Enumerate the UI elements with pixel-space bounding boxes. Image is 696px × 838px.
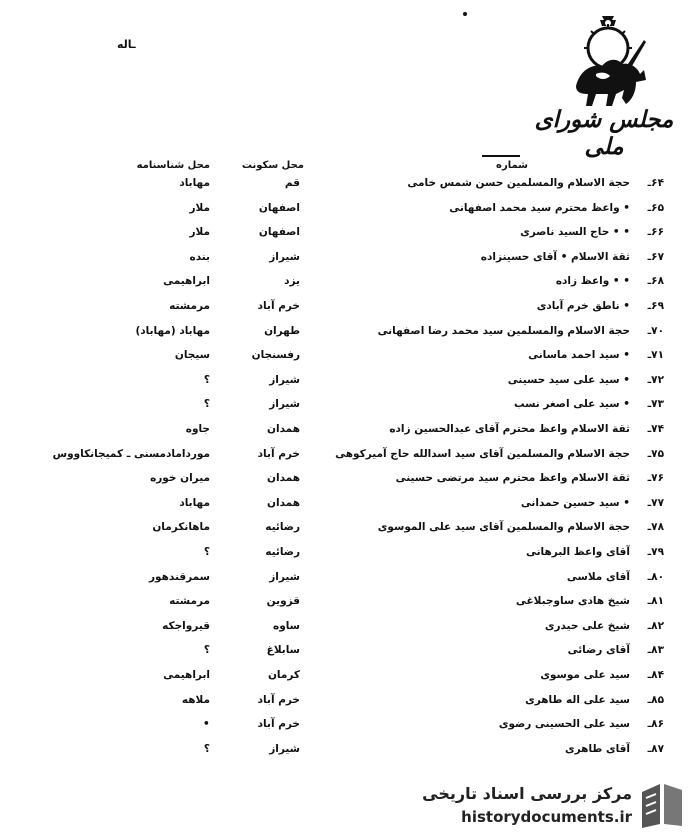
table-row [0,469,696,489]
person-name: شیخ علی حیدری [544,619,630,632]
person-name: • • واعظ زاده [555,275,630,288]
archive-title: مرکز بررسی اسناد تاریخی [422,784,632,803]
residence-column-header: محل سکونت [241,160,304,171]
birthplace-cell: • [202,718,210,731]
residence-cell: خرم آباد [257,447,300,460]
residence-cell: خرم آباد [257,300,300,312]
row-number: ۶۴ـ [647,177,664,189]
table-row [0,445,696,465]
table-row [0,715,696,735]
person-name: شیخ هادی ساوجبلاغی [515,595,630,608]
residence-cell: یزد [284,275,300,288]
row-number: ۸۳ـ [647,644,664,657]
residence-cell: ساوه [273,619,300,632]
person-name: سید علی موسوی [540,669,630,681]
table-row [0,420,696,440]
lion-and-sun-emblem-icon [566,14,650,114]
row-number: ۶۷ـ [647,250,664,263]
residence-cell: رضائیه [265,521,300,534]
birthplace-cell: ؟ [203,546,210,558]
table-row [0,272,696,292]
birthplace-cell: قیرواجکه [162,619,210,632]
person-name: آقای طاهری [565,742,630,755]
residence-cell: شیراز [269,373,300,386]
table-row [0,592,696,612]
row-number: ۷۲ـ [647,373,664,386]
residence-cell: شیراز [269,570,300,583]
person-name: • • حاج السید ناصری [520,226,630,239]
birthplace-cell: ملار [189,226,210,239]
residence-cell: اصفهان [258,201,300,214]
residence-cell: رفسنجان [251,349,300,362]
table-row [0,322,696,342]
birthplace-column-header: محل شناسنامه [136,160,210,171]
residence-cell: سابلاغ [266,644,300,657]
table-row [0,568,696,588]
person-name: آقای واعظ البرهانی [525,546,630,558]
row-number: ۷۶ـ [647,472,664,485]
row-number: ۸۲ـ [647,619,664,632]
person-name: سید علی اله طاهری [525,693,630,706]
residence-cell: شیراز [269,398,300,411]
ink-dot [463,12,467,16]
row-number: ۶۵ـ [647,201,664,214]
person-name: ثقة الاسلام واعظ محترم آقای عبدالحسین زاده [389,423,630,435]
archive-logo-icon [638,778,686,830]
row-number: ۸۶ـ [647,718,664,731]
table-row [0,518,696,538]
person-name: آقای رضائی [567,644,630,657]
birthplace-cell: مرمشته [169,595,210,608]
table-row [0,371,696,391]
row-number: ۶۶ـ [647,226,664,239]
table-row [0,641,696,661]
org-title: مجلس شورای ملی [534,106,674,160]
number-column-header: شماره [496,160,528,171]
table-row [0,199,696,219]
residence-cell: طهران [264,324,300,337]
birthplace-cell: مهاباد [179,177,210,189]
birthplace-cell: سیجان [174,349,210,362]
row-number: ۸۱ـ [647,595,664,608]
residence-cell: خرم آباد [257,718,300,731]
person-name: آقای ملاسی [566,570,630,583]
archive-url: historydocuments.ir [461,808,632,826]
residence-cell: قزوین [266,595,300,608]
archive-watermark [400,770,696,838]
table-row [0,666,696,686]
birthplace-cell: ابراهیمی [163,669,210,681]
header-rule [482,155,520,157]
birthplace-cell: ملار [189,201,210,214]
person-name: • سید احمد ماسانی [528,349,630,362]
row-number: ۷۷ـ [647,496,664,509]
table-row [0,617,696,637]
birthplace-cell: سمرقندهور [148,570,210,583]
row-number: ۷۹ـ [647,546,664,558]
birthplace-cell: ملاهه [181,693,210,706]
row-number: ۸۰ـ [647,570,664,583]
residence-cell: شیراز [269,250,300,263]
row-number: ۶۹ـ [647,300,664,312]
person-name: • سید حسین حمدانی [520,496,630,509]
table-row [0,223,696,243]
row-number: ۷۳ـ [647,398,664,411]
residence-cell: خرم آباد [257,693,300,706]
person-name: • سید علی اصغر نسب [513,398,630,411]
residence-cell: همدان [267,496,300,509]
birthplace-cell: موردامادمسنی ـ کمیجانکاووس [52,447,210,460]
person-name: سید علی الحسینی رضوی [498,718,630,731]
birthplace-cell: مهاباد [179,496,210,509]
birthplace-cell: جاوه [185,423,210,435]
person-name: حجة الاسلام والمسلمین حسن شمس خامی [407,177,630,189]
row-number: ۷۵ـ [647,447,664,460]
table-row [0,395,696,415]
person-name: حجة الاسلام والمسلمین آقای سید اسدالله حاج آمیرکوهی [335,447,630,460]
birthplace-cell: ابراهیمی [163,275,210,288]
birthplace-cell: ؟ [203,742,210,755]
person-name: حجة الاسلام والمسلمین آقای سید علی الموسوی [377,521,630,534]
residence-cell: قم [284,177,300,189]
person-name: ثقة الاسلام • آقای حسینزاده [480,250,630,263]
row-number: ۶۸ـ [647,275,664,288]
birthplace-cell: میران خوره [150,472,210,485]
birthplace-cell: ؟ [203,644,210,657]
residence-cell: اصفهان [258,226,300,239]
person-name: حجة الاسلام والمسلمین سید محمد رضا اصفهانی [377,324,630,337]
birthplace-cell: مهاباد (مهاباد) [135,324,210,337]
table-row [0,248,696,268]
table-row [0,691,696,711]
residence-cell: همدان [267,472,300,485]
table-row [0,297,696,317]
table-row [0,740,696,760]
person-name: ثقة الاسلام واعظ محترم سید مرتضی حسینی [395,472,630,485]
person-name: • سید علی سید حسینی [507,373,630,386]
person-name: • واعظ محترم سید محمد اصفهانی [449,201,630,214]
row-number: ۷۸ـ [647,521,664,534]
residence-cell: همدان [267,423,300,435]
table-row [0,543,696,563]
row-number: ۷۴ـ [647,423,664,435]
residence-cell: شیراز [269,742,300,755]
page-mark: ـاله [117,38,136,51]
birthplace-cell: ؟ [203,373,210,386]
row-number: ۸۴ـ [647,669,664,681]
row-number: ۷۱ـ [647,349,664,362]
birthplace-cell: ماهانکرمان [152,521,210,534]
table-row [0,346,696,366]
residence-cell: رضائیه [265,546,300,558]
residence-cell: کرمان [267,669,300,681]
row-number: ۸۵ـ [647,693,664,706]
row-number: ۷۰ـ [647,324,664,337]
table-row [0,174,696,194]
birthplace-cell: ؟ [203,398,210,411]
birthplace-cell: مرمشته [169,300,210,312]
person-name: • ناطق خرم آبادی [536,300,630,312]
birthplace-cell: بنده [189,250,210,263]
table-row [0,494,696,514]
row-number: ۸۷ـ [647,742,664,755]
